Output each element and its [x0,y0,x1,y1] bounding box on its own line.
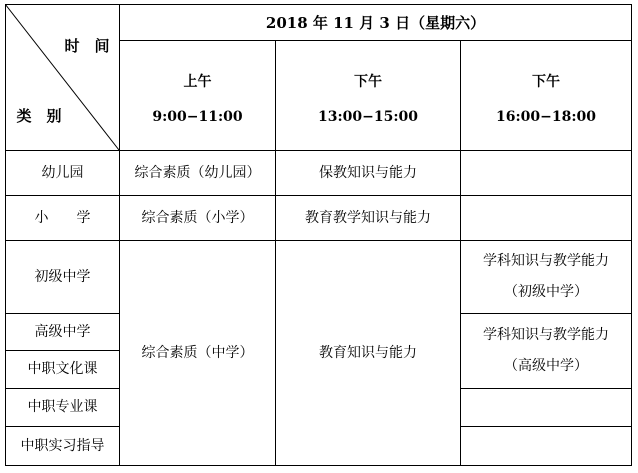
session-header-3 [461,41,631,150]
senior-session3-line1: 学科知识与教学能力 [483,327,609,344]
category-vocational-specialty: 中职专业课 [27,399,98,416]
junior-session3-line1: 学科知识与教学能力 [483,253,609,270]
senior-session3-line2: （高级中学） [504,358,588,374]
kindergarten-session2: 保教知识与能力 [319,164,417,181]
session-period: 下午 [532,73,560,90]
middle-session1: 综合素质（中学） [141,344,254,361]
corner-category-label: 类 别 [16,107,62,125]
session-time: 13:00−15:00 [318,108,418,125]
corner-time-label: 时 间 [64,37,110,55]
category-vocational-culture: 中职文化课 [27,361,98,378]
corner-diagonal [5,4,119,150]
session-period: 下午 [354,73,382,90]
line-row6-bottom-right [460,426,632,427]
session-header-2 [276,41,460,150]
session-header-1 [120,41,275,150]
junior-session3 [461,241,631,313]
middle-session2: 教育知识与能力 [319,344,417,361]
category-senior-middle: 高级中学 [34,323,91,340]
primary-session1: 综合素质（小学） [141,209,254,226]
junior-session3-line2: （初级中学） [504,284,588,300]
line-row5-bottom-right [460,388,632,389]
kindergarten-session1: 综合素质（幼儿园） [134,164,261,181]
category-vocational-practice: 中职实习指导 [20,437,105,454]
senior-session3 [461,314,631,388]
border-bottom [5,465,632,466]
border-right [631,4,632,466]
category-junior-middle: 初级中学 [34,268,91,285]
category-kindergarten: 幼儿园 [41,164,84,181]
session-time: 16:00−18:00 [496,108,596,125]
date-header: 2018 年 11 月 3 日（星期六） [265,13,486,32]
session-time: 9:00−11:00 [152,108,243,125]
primary-session2: 教育教学知识与能力 [305,209,431,226]
category-primary: 小 学 [34,209,91,226]
session-period: 上午 [183,73,212,90]
